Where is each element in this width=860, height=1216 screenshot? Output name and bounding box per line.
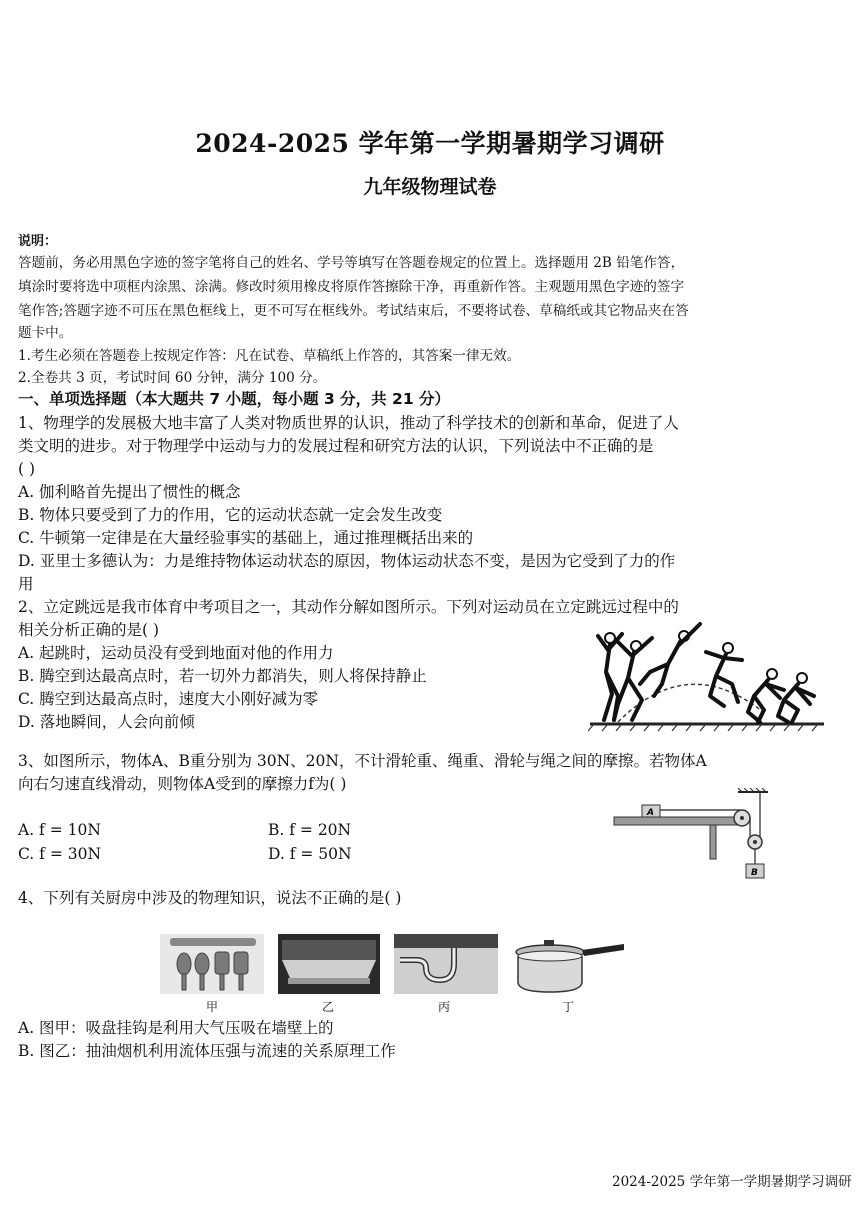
caption-ding: 丁	[562, 1000, 575, 1014]
q1-option-a: A. 伽利略首先提出了惯性的概念	[18, 483, 241, 501]
long-jump-figure	[588, 612, 828, 732]
pulley-figure	[612, 788, 772, 884]
q3-option-d: D. f = 50N	[268, 845, 352, 863]
exam-title: 2024-2025 学年第一学期暑期学习调研	[195, 129, 665, 158]
instructions-line-1: 答题前，务必用黑色字迹的签字笔将自己的姓名、学号等填写在答题卷规定的位置上。选择题用 2B 铅笔作答，	[18, 255, 685, 271]
exam-subtitle: 九年级物理试卷	[363, 176, 497, 198]
q2-stem-line-1: 2、立定跳远是我市体育中考项目之一，其动作分解如图所示。下列对运动员在立定跳远过程中的	[18, 598, 679, 616]
q2-option-b: B. 腾空到达最高点时，若一切外力都消失，则人将保持静止	[18, 667, 427, 685]
q1-answer-blank: ( )	[18, 460, 36, 478]
block-b-label: B	[751, 868, 758, 878]
pressure-cooker-image	[510, 934, 628, 996]
q2-option-c: C. 腾空到达最高点时，速度大小刚好减为零	[18, 690, 319, 708]
drain-pipe-image	[394, 934, 498, 994]
q1-stem-line-2: 类文明的进步。对于物理学中运动与力的发展过程和研究方法的认识，下列说法中不正确的是	[18, 437, 654, 455]
page-footer: 2024-2025 学年第一学期暑期学习调研	[612, 1174, 852, 1190]
q2-option-d: D. 落地瞬间，人会向前倾	[18, 713, 195, 731]
instructions-label: 说明：	[18, 234, 58, 249]
instructions-line-3: 笔作答;答题字迹不可压在黑色框线上，更不可写在框线外。考试结束后，不要将试卷、草稿纸或其它物品夹在答	[18, 303, 689, 319]
q2-stem-line-2: 相关分析正确的是( )	[18, 621, 160, 639]
range-hood-image	[278, 934, 380, 994]
caption-jia: 甲	[206, 1000, 219, 1014]
instructions-line-2: 填涂时要将选中项框内涂黑、涂满。修改时须用橡皮将原作答擦除干净，再重新作答。主观题用黑色字迹的签字	[18, 279, 685, 295]
q2-option-a: A. 起跳时，运动员没有受到地面对他的作用力	[18, 644, 334, 662]
q4-stem: 4、下列有关厨房中涉及的物理知识，说法不正确的是( )	[18, 889, 402, 907]
q1-option-d-line-2: 用	[18, 575, 34, 593]
instructions-line-4: 题卡中。	[18, 325, 73, 341]
section-heading: 一、单项选择题（本大题共 7 小题，每小题 3 分，共 21 分）	[18, 390, 451, 408]
q3-option-a: A. f = 10N	[18, 821, 101, 839]
q4-option-a: A. 图甲：吸盘挂钩是利用大气压吸在墙壁上的	[18, 1019, 334, 1037]
caption-yi: 乙	[322, 1000, 335, 1014]
caption-bing: 丙	[438, 1000, 451, 1014]
q1-option-d-line-1: D. 亚里士多德认为：力是维持物体运动状态的原因，物体运动状态不变，是因为它受到了力的作	[18, 552, 676, 570]
q3-stem-line-1: 3、如图所示，物体A、B重分别为 30N、20N，不计滑轮重、绳重、滑轮与绳之间的摩擦。若物体A	[18, 752, 707, 770]
suction-hook-image	[160, 934, 264, 994]
q1-option-b: B. 物体只要受到了力的作用，它的运动状态就一定会发生改变	[18, 506, 443, 524]
instructions-item-2: 2.全卷共 3 页，考试时间 60 分钟，满分 100 分。	[18, 370, 327, 386]
q1-stem-line-1: 1、物理学的发展极大地丰富了人类对物质世界的认识，推动了科学技术的创新和革命，促进了人	[18, 414, 679, 432]
q3-stem-line-2: 向右匀速直线滑动，则物体A受到的摩擦力f为( )	[18, 775, 347, 793]
q4-option-b: B. 图乙：抽油烟机利用流体压强与流速的关系原理工作	[18, 1042, 396, 1060]
block-a-label: A	[647, 808, 654, 818]
q3-option-c: C. f = 30N	[18, 845, 102, 863]
instructions-item-1: 1.考生必须在答题卷上按规定作答：凡在试卷、草稿纸上作答的，其答案一律无效。	[18, 348, 521, 364]
q3-option-b: B. f = 20N	[268, 821, 352, 839]
q1-option-c: C. 牛顿第一定律是在大量经验事实的基础上，通过推理概括出来的	[18, 529, 474, 547]
